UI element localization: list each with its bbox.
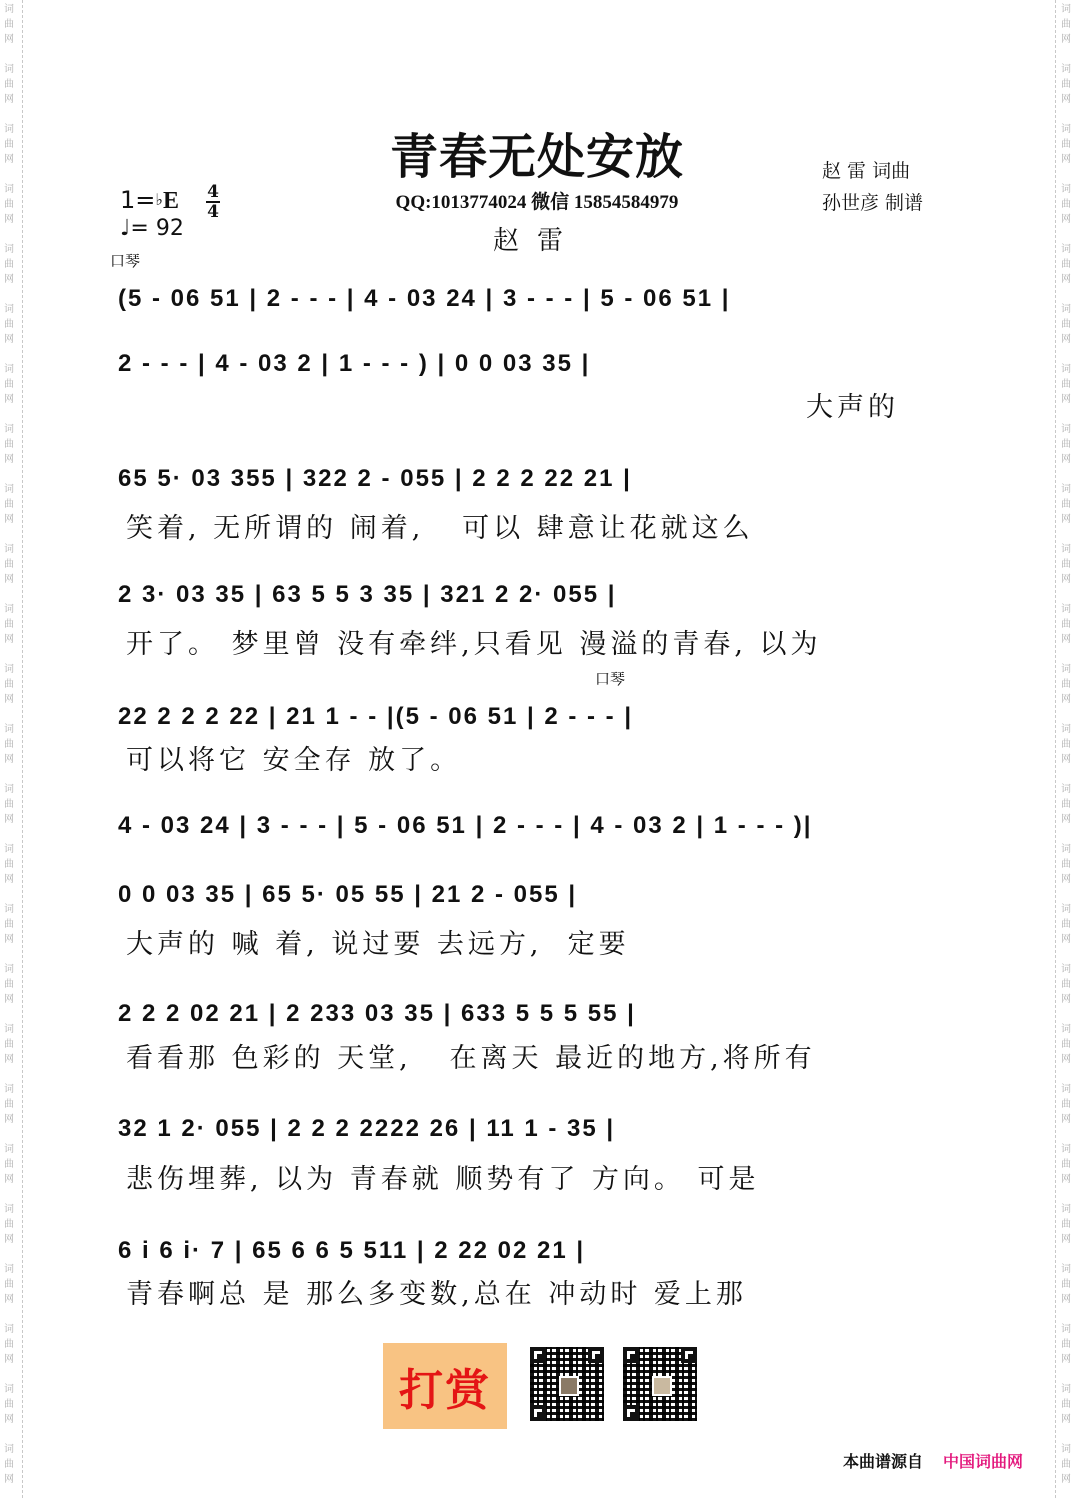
watermark-text: 词 曲 网	[1061, 304, 1071, 345]
watermark-text: 词 曲 网	[1061, 1024, 1071, 1065]
watermark-text: 词 曲 网	[1061, 364, 1071, 405]
watermark-text: 词 曲 网	[4, 364, 14, 405]
watermark-text: 词 曲 网	[4, 784, 14, 825]
watermark-text: 词 曲 网	[1061, 1084, 1071, 1125]
site-link[interactable]: 中国词曲网	[943, 1452, 1024, 1471]
qr-logo	[559, 1376, 579, 1396]
watermark-text: 词 曲 网	[1061, 184, 1071, 225]
watermark-text: 词 曲 网	[4, 604, 14, 645]
lyric-line-2: 大声的	[806, 392, 899, 423]
watermark-text: 词 曲 网	[1061, 64, 1071, 105]
watermark-text: 词 曲 网	[4, 544, 14, 585]
watermark-text: 词 曲 网	[4, 424, 14, 465]
watermark-text: 词 曲 网	[1061, 244, 1071, 285]
qr-finder	[530, 1347, 546, 1363]
tempo-value: = 92	[130, 216, 184, 241]
watermark-text: 词 曲 网	[4, 1324, 14, 1365]
time-signature-bottom: 4	[207, 202, 219, 222]
song-title: 青春无处安放	[389, 129, 684, 185]
qr-code-left	[530, 1347, 604, 1421]
watermark-text: 词 曲 网	[1061, 1384, 1071, 1425]
lyric-line-8: 看看那 色彩的 天堂, 在离天 最近的地方,将所有	[126, 1043, 816, 1074]
key-letter: E	[162, 188, 179, 214]
score-line-9: 32 1 2· 055 | 2 2 2 2222 26 | 11 1 - 35 |	[118, 1115, 616, 1142]
watermark-text: 词 曲 网	[1061, 604, 1071, 645]
lyrics-music-credit: 赵 雷 词曲	[822, 160, 911, 182]
score-line-10: 6 i 6 i· 7 | 65 6 6 5 511 | 2 22 02 21 |	[118, 1237, 586, 1264]
watermark-text: 词 曲 网	[1061, 844, 1071, 885]
qr-finder	[681, 1347, 697, 1363]
time-signature	[206, 184, 220, 220]
score-line-1: (5 - 06 51 | 2 - - - | 4 - 03 24 | 3 - - - | 5 - 06 51 |	[118, 285, 731, 312]
lyric-line-4: 开了。 梦里曾 没有牵绊,只看见 漫溢的青春, 以为	[126, 629, 822, 660]
watermark-text: 词 曲 网	[4, 4, 14, 45]
flat-icon: ♭	[155, 190, 163, 209]
contact-info: QQ:1013774024 微信 15854584979	[395, 192, 679, 213]
score-line-2: 2 - - - | 4 - 03 2 | 1 - - - ) | 0 0 03 35 |	[118, 350, 591, 377]
score-line-7: 0 0 03 35 | 65 5· 05 55 | 21 2 - 055 |	[118, 881, 578, 908]
score-line-6: 4 - 03 24 | 3 - - - | 5 - 06 51 | 2 - - - | 4 - 03 2 | 1 - - - )|	[118, 812, 813, 839]
reward-button[interactable]: 打赏	[383, 1343, 507, 1429]
quarter-note-icon: ♩	[120, 216, 131, 241]
score-line-5: 22 2 2 2 22 | 21 1 - - |(5 - 06 51 | 2 - - - |	[118, 703, 634, 730]
watermark-text: 词 曲 网	[4, 244, 14, 285]
watermark-text: 词 曲 网	[4, 844, 14, 885]
key-signature	[120, 188, 179, 213]
qr-finder	[623, 1405, 639, 1421]
singer-name: 赵雷	[492, 226, 581, 256]
watermark-text: 词 曲 网	[1061, 1264, 1071, 1305]
watermark-text: 词 曲 网	[4, 1444, 14, 1485]
watermark-text: 词 曲 网	[4, 1384, 14, 1425]
watermark-text: 词 曲 网	[4, 184, 14, 225]
score-line-4: 2 3· 03 35 | 63 5 5 3 35 | 321 2 2· 055 |	[118, 581, 617, 608]
watermark-text: 词 曲 网	[4, 484, 14, 525]
watermark-text: 词 曲 网	[4, 1144, 14, 1185]
score-line-3: 65 5· 03 355 | 322 2 - 055 | 2 2 2 22 21 |	[118, 465, 632, 492]
lyric-line-5: 可以将它 安全存 放了。	[126, 745, 462, 776]
qr-logo	[652, 1376, 672, 1396]
lyric-line-10: 青春啊总 是 那么多变数,总在 冲动时 爱上那	[126, 1279, 747, 1310]
watermark-text: 词 曲 网	[1061, 424, 1071, 465]
qr-finder	[588, 1347, 604, 1363]
watermark-text: 词 曲 网	[4, 1084, 14, 1125]
lyric-line-3: 笑着, 无所谓的 闹着, 可以 肆意让花就这么	[126, 513, 754, 544]
time-signature-top: 4	[207, 182, 219, 202]
watermark-text: 词 曲 网	[1061, 904, 1071, 945]
watermark-text: 词 曲 网	[4, 304, 14, 345]
lyric-line-9: 悲伤埋葬, 以为 青春就 顺势有了 方向。 可是	[126, 1164, 760, 1195]
instrument-marker-harmonica: 口琴	[110, 252, 141, 270]
watermark-text: 词 曲 网	[1061, 4, 1071, 45]
watermark-text: 词 曲 网	[1061, 484, 1071, 525]
watermark-text: 词 曲 网	[1061, 544, 1071, 585]
source-footer	[843, 1449, 1023, 1472]
watermark-text: 词 曲 网	[1061, 784, 1071, 825]
lyric-line-7: 大声的 喊 着, 说过要 去远方, 定要	[126, 929, 630, 960]
credits	[822, 155, 923, 219]
watermark-text: 词 曲 网	[1061, 964, 1071, 1005]
watermark-text: 词 曲 网	[4, 124, 14, 165]
qr-finder	[530, 1405, 546, 1421]
tempo-marking	[120, 216, 184, 241]
key-prefix: 1=	[120, 186, 156, 214]
watermark-text: 词 曲 网	[1061, 664, 1071, 705]
qr-finder	[623, 1347, 639, 1363]
watermark-text: 词 曲 网	[4, 724, 14, 765]
watermark-text: 词 曲 网	[1061, 1324, 1071, 1365]
watermark-text: 词 曲 网	[4, 1264, 14, 1305]
watermark-text: 词 曲 网	[1061, 124, 1071, 165]
watermark-text: 词 曲 网	[1061, 1204, 1071, 1245]
watermark-text: 词 曲 网	[1061, 1444, 1071, 1485]
transcriber-credit: 孙世彦 制谱	[822, 192, 924, 214]
watermark-text: 词 曲 网	[1061, 1144, 1071, 1185]
qr-code-right	[623, 1347, 697, 1421]
source-label: 本曲谱源自	[843, 1452, 924, 1471]
watermark-text: 词 曲 网	[4, 904, 14, 945]
watermark-text: 词 曲 网	[4, 664, 14, 705]
watermark-text: 词 曲 网	[4, 1024, 14, 1065]
watermark-text: 词 曲 网	[4, 964, 14, 1005]
instrument-marker-harmonica: 口琴	[595, 670, 626, 688]
score-line-8: 2 2 2 02 21 | 2 233 03 35 | 633 5 5 5 55 |	[118, 1000, 636, 1027]
watermark-text: 词 曲 网	[4, 64, 14, 105]
watermark-text: 词 曲 网	[1061, 724, 1071, 765]
watermark-text: 词 曲 网	[4, 1204, 14, 1245]
